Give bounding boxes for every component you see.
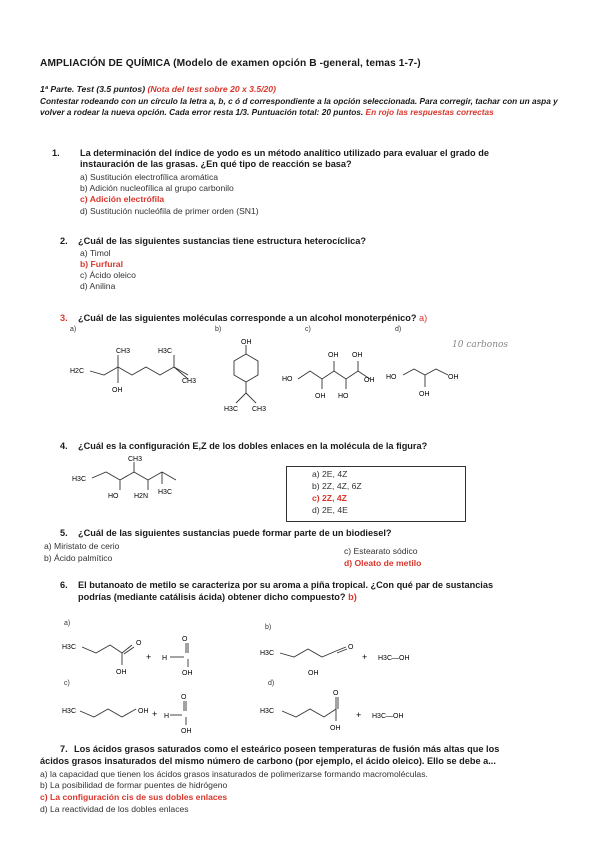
- q3-label-c: c): [305, 326, 311, 333]
- q3a-ch3: CH3: [116, 348, 131, 355]
- q3a-oh: OH: [112, 387, 123, 394]
- q3c-oh-3: OH: [315, 393, 326, 400]
- q7-number: 7.: [60, 744, 68, 754]
- q1-option-c: c) Adición electrófila: [80, 194, 165, 204]
- q6d-plus: +: [356, 710, 362, 720]
- instructions-text: Contestar rodeando con un círculo la letra a, b, c ó d correspondiente a la opción seleccionada. Para corregir, tachar con un aspa y volver a rodear la nueva opción. Cada error resta 1/3. Puntuación total: 20 puntos.: [40, 96, 558, 117]
- q2-number: 2.: [60, 236, 68, 246]
- q3d-oh-bottom: OH: [419, 391, 430, 398]
- instructions: [40, 96, 570, 118]
- q3c-oh-1: OH: [328, 352, 339, 359]
- q3-text: ¿Cuál de las siguientes moléculas corresponde a un alcohol monoterpénico?: [78, 313, 417, 323]
- q6-answer: b): [348, 592, 357, 602]
- q6a-oh2: OH: [182, 670, 193, 677]
- q4-h3c-2: H3C: [158, 489, 173, 496]
- q6b-methanol: H3C—OH: [378, 655, 410, 662]
- q2-option-a: a) Timol: [80, 248, 111, 258]
- q3a-chain: [90, 367, 188, 375]
- q4-ch3: CH3: [128, 456, 143, 463]
- q6c-o: O: [181, 694, 187, 701]
- q7-option-a: a) la capacidad que tienen los ácidos grasos insaturados de polimerizarse formando macromoléculas.: [40, 769, 428, 779]
- q6c-h: H: [164, 713, 170, 720]
- q3b-h3c: H3C: [224, 406, 239, 413]
- q1-line2: instauración de las grasas. ¿En qué tipo de reacción se basa?: [80, 159, 352, 169]
- q2-option-c: c) Ácido oleico: [80, 270, 136, 280]
- q6b-o: O: [348, 644, 354, 651]
- q1-option-b: b) Adición nucleofílica al grupo carbonilo: [80, 183, 234, 193]
- q6a-h: H: [162, 655, 168, 662]
- q4-h2n: H2N: [134, 493, 149, 500]
- q7-line1: Los ácidos grasos saturados como el esteárico poseen temperaturas de fusión más altas que los: [74, 744, 500, 754]
- q3c-ho-left: HO: [282, 376, 293, 383]
- q5-number: 5.: [60, 528, 68, 538]
- q3-handwritten-note: 10 carbonos: [452, 340, 509, 350]
- q2-option-b: b) Furfural: [80, 259, 123, 269]
- q6a-o: O: [136, 640, 142, 647]
- q3c-oh-2: OH: [352, 352, 363, 359]
- q6-label-a: a): [64, 620, 71, 627]
- q3-label-b: b): [215, 326, 222, 333]
- q6d-o: O: [333, 690, 339, 697]
- q4-chain: [92, 472, 176, 480]
- q3-number: 3.: [60, 313, 68, 323]
- q1-option-a: a) Sustitución electrofílica aromática: [80, 172, 219, 182]
- q4-text: ¿Cuál es la configuración E,Z de los dobles enlaces en la molécula de la figura?: [78, 441, 428, 451]
- q6b-plus: +: [362, 652, 368, 662]
- q6a-oh: OH: [116, 669, 127, 676]
- q6-label-d: d): [268, 680, 275, 687]
- q6-label-c: c): [64, 680, 70, 687]
- q3d-chain: [403, 369, 448, 375]
- q3-label-d: d): [395, 326, 402, 333]
- q3-structures: [60, 335, 560, 430]
- q6-line2-row: [78, 592, 583, 603]
- q1-number: 1.: [52, 148, 60, 158]
- q3b-oh: OH: [241, 339, 252, 346]
- q6a-chain: [82, 645, 122, 653]
- q6-number: 6.: [60, 580, 68, 590]
- q3a-ch3b: CH3: [182, 378, 197, 385]
- q3c-chain: [298, 371, 370, 379]
- q6a-o2: O: [182, 636, 188, 643]
- q5-option-b: b) Ácido palmítico: [44, 553, 113, 563]
- q6b-oh: OH: [308, 670, 319, 677]
- q3c-oh-5: OH: [364, 377, 375, 384]
- q6d-h3c: H3C: [260, 708, 275, 715]
- q2-text: ¿Cuál de las siguientes sustancias tiene estructura heterocíclica?: [78, 236, 366, 246]
- q6-structures: [60, 625, 550, 735]
- q3d-oh-right: OH: [448, 374, 459, 381]
- q6c-h3c: H3C: [62, 708, 77, 715]
- q6d-methanol: H3C—OH: [372, 713, 404, 720]
- q6b-h3c: H3C: [260, 650, 275, 657]
- q6c-oh2: OH: [181, 728, 192, 735]
- q4-option-a: a) 2E, 4Z: [312, 469, 348, 479]
- q4-number: 4.: [60, 441, 68, 451]
- q3-label-a: a): [70, 326, 77, 333]
- q7-option-c: c) La configuración cis de sus dobles enlaces: [40, 792, 228, 802]
- exam-title: AMPLIACIÓN DE QUÍMICA (Modelo de examen opción B -general, temas 1-7-): [40, 58, 421, 69]
- q4-ho: HO: [108, 493, 119, 500]
- q7-option-b: b) La posibilidad de formar puentes de hidrógeno: [40, 780, 228, 790]
- q4-option-d: d) 2E, 4E: [312, 505, 348, 515]
- q4-option-b: b) 2Z, 4Z, 6Z: [312, 481, 362, 491]
- q3d-ho: HO: [386, 374, 397, 381]
- q1-option-d: d) Sustitución nucleófila de primer orden (SN1): [80, 206, 259, 216]
- part-label: 1ª Parte. Test (3.5 puntos): [40, 84, 146, 94]
- q6c-oh: OH: [138, 708, 149, 715]
- q1-line1: La determinación del índice de yodo es un método analítico utilizado para evaluar el grado de: [80, 148, 489, 158]
- q7-line2: ácidos grasos insaturados del mismo número de carbono (por ejemplo, el ácido oleico). Ello se debe a...: [40, 756, 496, 766]
- q3-answer: a): [419, 313, 428, 323]
- q3c-ho-4: HO: [338, 393, 349, 400]
- q3-text-line: [78, 313, 578, 324]
- part-note: (Nota del test sobre 20 x 3.5/20): [147, 84, 276, 94]
- q6c-plus: +: [152, 709, 158, 719]
- q4-h3c: H3C: [72, 476, 87, 483]
- q6-line2: podrías (mediante catálisis ácida) obtener dicho compuesto?: [78, 592, 346, 602]
- q3a-h2c: H2C: [70, 368, 85, 375]
- q5-text: ¿Cuál de las siguientes sustancias puede formar parte de un biodiesel?: [78, 528, 392, 538]
- q6d-oh: OH: [330, 725, 341, 732]
- q7-option-d: d) La reactividad de los dobles enlaces: [40, 804, 189, 814]
- q6-label-b: b): [265, 624, 272, 631]
- q6a-h3c: H3C: [62, 644, 77, 651]
- q3a-h3c: H3C: [158, 348, 173, 355]
- q6a-plus: +: [146, 652, 152, 662]
- q5-option-c: c) Estearato sódico: [344, 546, 418, 556]
- q2-option-d: d) Anilina: [80, 281, 116, 291]
- q3b-ring: [234, 354, 258, 382]
- q5-option-d: d) Oleato de metilo: [344, 558, 422, 568]
- q5-option-a: a) Miristato de cerio: [44, 541, 120, 551]
- instructions-red: En rojo las respuestas correctas: [365, 107, 494, 117]
- q4-option-c: c) 2Z, 4Z: [312, 493, 347, 503]
- q4-structure: [70, 452, 270, 502]
- q6-line1: El butanoato de metilo se caracteriza por su aroma a piña tropical. ¿Con qué par de sustancias: [78, 580, 494, 590]
- q3b-ch3: CH3: [252, 406, 267, 413]
- part-heading: [40, 84, 276, 94]
